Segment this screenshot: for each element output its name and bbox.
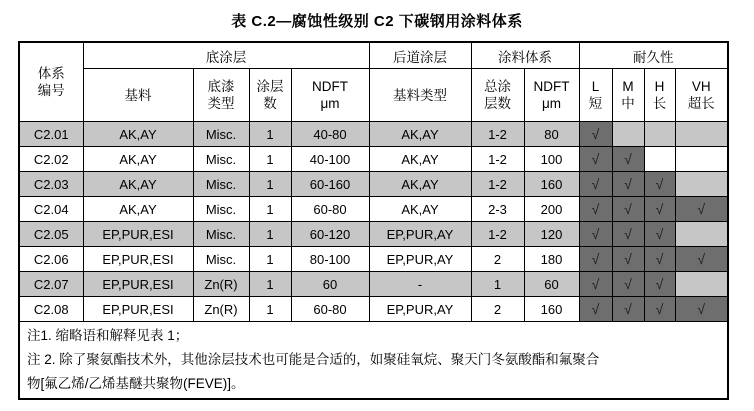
durability-H-cell: √ — [644, 172, 675, 197]
total-ndft-cell: 100 — [524, 147, 579, 172]
header-label-line: 体系 — [37, 66, 65, 81]
primer-type-cell: Zn(R) — [193, 272, 249, 297]
primer-coats-cell: 1 — [249, 172, 291, 197]
header-durability-VH — [675, 69, 728, 122]
header-durability-L — [579, 69, 612, 122]
header-label-line: 类型 — [207, 96, 235, 111]
primer-type-cell: Misc. — [193, 222, 249, 247]
durability-L-cell: √ — [579, 147, 612, 172]
header-label-line: 中 — [621, 96, 635, 111]
table-row-C2.04 — [19, 197, 728, 222]
subsequent-binder-cell: AK,AY — [369, 147, 471, 172]
header-label-line: 基料 — [124, 87, 152, 103]
table-body — [19, 122, 728, 400]
header-label-line: 层数 — [484, 96, 511, 111]
durability-M-cell — [612, 122, 644, 147]
primer-ndft-cell: 40-100 — [291, 147, 369, 172]
durability-H-cell — [644, 122, 675, 147]
notes-row — [19, 322, 728, 400]
header-label-line: 涂层 — [256, 79, 284, 94]
header-label-line: 总涂 — [484, 79, 511, 94]
header-label-line: 长 — [652, 96, 667, 111]
primer-coats-cell: 1 — [249, 272, 291, 297]
note-line: 注1. 缩略语和解释见表 1； — [27, 328, 189, 343]
primer-binder-cell: EP,PUR,ESI — [83, 222, 193, 247]
subsequent-binder-cell: EP,PUR,AY — [369, 297, 471, 322]
primer-ndft-cell: 60-120 — [291, 222, 369, 247]
durability-H-cell: √ — [644, 197, 675, 222]
durability-M-cell: √ — [612, 222, 644, 247]
total-coats-cell: 1-2 — [471, 172, 524, 197]
header-group-cell: 底涂层 — [83, 42, 369, 69]
durability-H-cell: √ — [644, 222, 675, 247]
system-id-cell: C2.03 — [19, 172, 83, 197]
total-ndft-cell: 120 — [524, 222, 579, 247]
durability-VH-cell: √ — [675, 197, 728, 222]
primer-type-cell: Zn(R) — [193, 297, 249, 322]
header-label-line: 底漆 — [207, 79, 235, 94]
primer-type-cell: Misc. — [193, 172, 249, 197]
header-durability-M — [612, 69, 644, 122]
header-sub-row — [19, 69, 728, 122]
primer-coats-cell: 1 — [249, 122, 291, 147]
durability-VH-cell — [675, 122, 728, 147]
total-ndft-cell: 160 — [524, 172, 579, 197]
durability-L-cell: √ — [579, 247, 612, 272]
header-durability-H — [644, 69, 675, 122]
header-label-line: 数 — [263, 96, 277, 111]
primer-binder-cell: AK,AY — [83, 197, 193, 222]
durability-L-cell: √ — [579, 197, 612, 222]
durability-H-cell: √ — [644, 247, 675, 272]
table-row-C2.07 — [19, 272, 728, 297]
durability-VH-cell — [675, 147, 728, 172]
header-primer-binder — [83, 69, 193, 122]
table-row-C2.02 — [19, 147, 728, 172]
durability-VH-cell — [675, 172, 728, 197]
header-group-row — [19, 42, 728, 69]
header-label-line: 短 — [588, 96, 603, 111]
durability-H-cell: √ — [644, 297, 675, 322]
header-primer-coats — [249, 69, 291, 122]
total-ndft-cell: 200 — [524, 197, 579, 222]
system-id-cell: C2.07 — [19, 272, 83, 297]
header-label-line: L — [591, 79, 600, 94]
system-id-cell: C2.01 — [19, 122, 83, 147]
header-label-line: VH — [691, 79, 711, 94]
header-label-line: μm — [320, 96, 340, 111]
subsequent-binder-cell: EP,PUR,AY — [369, 222, 471, 247]
header-group-cell: 涂料体系 — [471, 42, 579, 69]
header-group-cell: 耐久性 — [579, 42, 728, 69]
total-ndft-cell: 80 — [524, 122, 579, 147]
primer-type-cell: Misc. — [193, 247, 249, 272]
subsequent-binder-cell: AK,AY — [369, 122, 471, 147]
durability-M-cell: √ — [612, 172, 644, 197]
system-id-cell: C2.04 — [19, 197, 83, 222]
primer-ndft-cell: 60-80 — [291, 297, 369, 322]
durability-M-cell: √ — [612, 272, 644, 297]
notes-cell — [19, 322, 728, 400]
primer-ndft-cell: 80-100 — [291, 247, 369, 272]
header-label-line: NDFT — [533, 79, 570, 94]
primer-binder-cell: AK,AY — [83, 172, 193, 197]
primer-coats-cell: 1 — [249, 147, 291, 172]
durability-L-cell: √ — [579, 297, 612, 322]
header-label-line: M — [622, 79, 634, 94]
total-coats-cell: 1-2 — [471, 147, 524, 172]
system-number-header — [19, 42, 83, 122]
primer-ndft-cell: 60-80 — [291, 197, 369, 222]
subsequent-binder-cell: - — [369, 272, 471, 297]
durability-H-cell: √ — [644, 272, 675, 297]
header-primer-ndft — [291, 69, 369, 122]
system-id-cell: C2.08 — [19, 297, 83, 322]
durability-VH-cell — [675, 272, 728, 297]
header-primer-type — [193, 69, 249, 122]
total-coats-cell: 2-3 — [471, 197, 524, 222]
header-group-cell: 后道涂层 — [369, 42, 471, 69]
durability-M-cell: √ — [612, 197, 644, 222]
header-subsequent-binder — [369, 69, 471, 122]
total-coats-cell: 2 — [471, 297, 524, 322]
header-label-line: 基料类型 — [393, 87, 447, 103]
subsequent-binder-cell: AK,AY — [369, 197, 471, 222]
primer-ndft-cell: 60-160 — [291, 172, 369, 197]
system-id-cell: C2.06 — [19, 247, 83, 272]
table-row-C2.05 — [19, 222, 728, 247]
coating-systems-table — [18, 41, 729, 400]
subsequent-binder-cell: EP,PUR,AY — [369, 247, 471, 272]
primer-coats-cell: 1 — [249, 197, 291, 222]
table-row-C2.03 — [19, 172, 728, 197]
primer-type-cell: Misc. — [193, 197, 249, 222]
primer-coats-cell: 1 — [249, 297, 291, 322]
total-ndft-cell: 60 — [524, 272, 579, 297]
primer-binder-cell: AK,AY — [83, 147, 193, 172]
durability-VH-cell — [675, 222, 728, 247]
header-total-coats — [471, 69, 524, 122]
primer-type-cell: Misc. — [193, 122, 249, 147]
primer-ndft-cell: 60 — [291, 272, 369, 297]
header-label-line: μm — [541, 96, 562, 111]
header-label-line: 编号 — [37, 83, 65, 98]
total-coats-cell: 1-2 — [471, 122, 524, 147]
durability-H-cell — [644, 147, 675, 172]
header-total-ndft — [524, 69, 579, 122]
durability-M-cell: √ — [612, 297, 644, 322]
total-ndft-cell: 180 — [524, 247, 579, 272]
system-id-cell: C2.05 — [19, 222, 83, 247]
primer-coats-cell: 1 — [249, 222, 291, 247]
total-coats-cell: 1 — [471, 272, 524, 297]
table-header — [19, 42, 728, 122]
primer-binder-cell: EP,PUR,ESI — [83, 247, 193, 272]
durability-VH-cell: √ — [675, 297, 728, 322]
primer-ndft-cell: 40-80 — [291, 122, 369, 147]
durability-L-cell: √ — [579, 272, 612, 297]
table-title: 表 C.2—腐蚀性级别 C2 下碳钢用涂料体系 — [231, 13, 523, 30]
durability-M-cell: √ — [612, 247, 644, 272]
header-label-line: NDFT — [312, 79, 348, 94]
subsequent-binder-cell: AK,AY — [369, 172, 471, 197]
durability-L-cell: √ — [579, 222, 612, 247]
durability-L-cell: √ — [579, 122, 612, 147]
primer-binder-cell: EP,PUR,ESI — [83, 297, 193, 322]
total-coats-cell: 2 — [471, 247, 524, 272]
system-id-cell: C2.02 — [19, 147, 83, 172]
table-row-C2.06 — [19, 247, 728, 272]
primer-binder-cell: AK,AY — [83, 122, 193, 147]
primer-type-cell: Misc. — [193, 147, 249, 172]
durability-L-cell: √ — [579, 172, 612, 197]
durability-M-cell: √ — [612, 147, 644, 172]
header-label-line: H — [654, 79, 665, 94]
total-coats-cell: 1-2 — [471, 222, 524, 247]
table-row-C2.08 — [19, 297, 728, 322]
primer-binder-cell: EP,PUR,ESI — [83, 272, 193, 297]
durability-VH-cell: √ — [675, 247, 728, 272]
primer-coats-cell: 1 — [249, 247, 291, 272]
note-line: 物[氟乙烯/乙烯基醚共聚物(FEVE)]。 — [27, 376, 245, 391]
note-line: 注 2. 除了聚氨酯技术外，其他涂层技术也可能是合适的，如聚硅氧烷、聚天门冬氨酸酯和氟聚合 — [27, 352, 600, 367]
total-ndft-cell: 160 — [524, 297, 579, 322]
table-row-C2.01 — [19, 122, 728, 147]
header-label-line: 超长 — [687, 96, 715, 111]
